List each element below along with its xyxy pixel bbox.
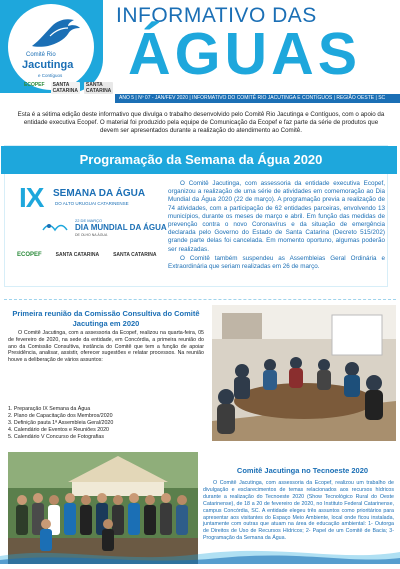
world-water-day-date: 22 DE MARÇO — [75, 218, 103, 223]
issue-meta-bar: ANO 5 | Nº 07 - JAN/FEV 2020 | INFORMATIVO DO COMITÊ RIO JACUTINGA E CONTÍGUOS | REGIÃO OESTE | SC — [115, 94, 400, 103]
masthead-subtitle: INFORMATIVO DAS — [116, 4, 317, 27]
water-week-text — [168, 180, 385, 272]
masthead-title: ÁGUAS — [128, 21, 362, 87]
sponsor-logos — [17, 252, 157, 258]
footer-wave — [0, 542, 400, 564]
paragraph: O Comitê Jacutinga, com a assessoria da Ecopef, realizou na quarta-feira, 05 de fevereiro de 2020, na sede da entidade, em Concórdia, a primeira reunião do ano da Comissão Consultiva, instância do Comitê que tem a função de apoiar Presidência, analisar, assistir, oferecer sugestões e relatar processos. Na reunião houve a deliberação de vários assuntos: — [8, 330, 204, 364]
list-item: 5. Calendário V Concurso de Fotografias — [8, 433, 104, 440]
header-logo-panel — [0, 0, 112, 94]
agenda-list — [8, 406, 204, 441]
sc-logo: SANTA CATARINA — [52, 82, 78, 94]
partner-logos — [22, 82, 113, 94]
tecnoeste-title: Comitê Jacutinga no Tecnoeste 2020 — [236, 466, 369, 475]
logo-line3: e Contíguos — [38, 73, 63, 78]
consultative-meeting-text — [8, 330, 204, 364]
world-water-day-sub: DE OLHO NA ÁGUA — [75, 233, 108, 237]
list-item: 3. Definição pauta 1ª Assembleia Geral/2020 — [8, 419, 114, 426]
ecopef-logo: ECOPEF — [17, 252, 42, 258]
bird-icon — [30, 16, 82, 50]
paragraph: O Comitê também suspendeu as Assembleias Geral Ordinária e Extraordinária que seriam realizadas em 26 de março. — [168, 254, 385, 271]
logo-line2: Jacutinga — [22, 59, 74, 71]
list-item: 2. Plano de Capacitação dos Membros/2020 — [8, 412, 113, 419]
paragraph: O Comitê Jacutinga, com assessoria da Ecopef, realizou um trabalho de divulgação e esclarecimentos de temas relacionados aos recursos hídricos durante a realização do Tecnoeste 2020 (Show Tecnológico Rural do Oeste Catarinense), de 18 a 20 de fevereiro de 2020, no Instituto Federal Catarinense, campus Concórdia, SC. A entidade elegeu três assuntos como prioritários para apresentar aos visitantes do Espaço Meio Ambiente, local onde ficou instalada, juntamente com outras que atuam na área de educação ambiental: 1- Outorga de Direitos de Uso de Recursos Hídricos; 2- Papel de um Comitê de Bacia; 3- Programação da Semana da Água. — [203, 480, 394, 542]
committee-logo — [8, 4, 112, 94]
logo-line1: Comitê Rio — [26, 52, 56, 58]
water-drop-icon — [41, 220, 71, 234]
list-item: 1. Preparação IX Semana da Água — [8, 406, 91, 412]
tecnoeste-text — [203, 480, 394, 542]
consultative-meeting-title: Primeira reunião da Comissão Consultiva do Comitê Jacutinga em 2020 — [12, 309, 200, 328]
badge-subtitle: DO ALTO URUGUAI CATARINENSE — [55, 201, 129, 206]
intro-paragraph: Esta é a sétima edição deste informativo que divulga o trabalho desenvolvido pelo Comitê Rio Jacutinga e Contíguos, com o apoio da entidade executiva Ecopef. O material foi produzido pela equipe de Comunicação da Ecopef e faz parte da série de produtos que devem ser apresentados durante a realização do atendimento ao Comitê. — [17, 111, 385, 134]
water-week-section — [4, 145, 388, 287]
sc-logo: SANTA CATARINA — [55, 252, 100, 258]
badge-title: SEMANA DA ÁGUA — [53, 188, 146, 199]
water-week-badge — [13, 180, 167, 280]
list-item: 4. Calendário de Eventos e Reuniões 2020 — [8, 426, 110, 433]
section-title: Programação da Semana da Água 2020 — [79, 152, 323, 167]
meeting-photo — [212, 305, 396, 441]
sc-logo-2: SANTA CATARINA — [85, 82, 112, 94]
edition-numeral: IX — [19, 182, 44, 213]
world-water-day-title: DIA MUNDIAL DA ÁGUA — [75, 223, 167, 232]
paragraph: O Comitê Jacutinga, com assessoria da entidade executiva Ecopef, organizou a realização de uma série de atividades em comemoração ao Dia Mundial da Água 2020 (22 de março). A programação previa a realização de 74 atividades, com a participação de 62 entidades parceiras, envolvendo 13 municípios, durante os meses de março e abril. Em função das medidas de prevenção contra o novo Coronavírus e da situação de emergência declarada pelo Governo do Estado de Santa Catarina (Decreto 515/202) grande parte delas foi cancelada. Em momento oportuno, algumas poderão ser realizadas. — [168, 180, 385, 253]
sc-logo-2: SANTA CATARINA — [113, 252, 157, 258]
ecopef-logo: ECOPEF — [24, 82, 45, 88]
section-divider — [4, 299, 396, 300]
